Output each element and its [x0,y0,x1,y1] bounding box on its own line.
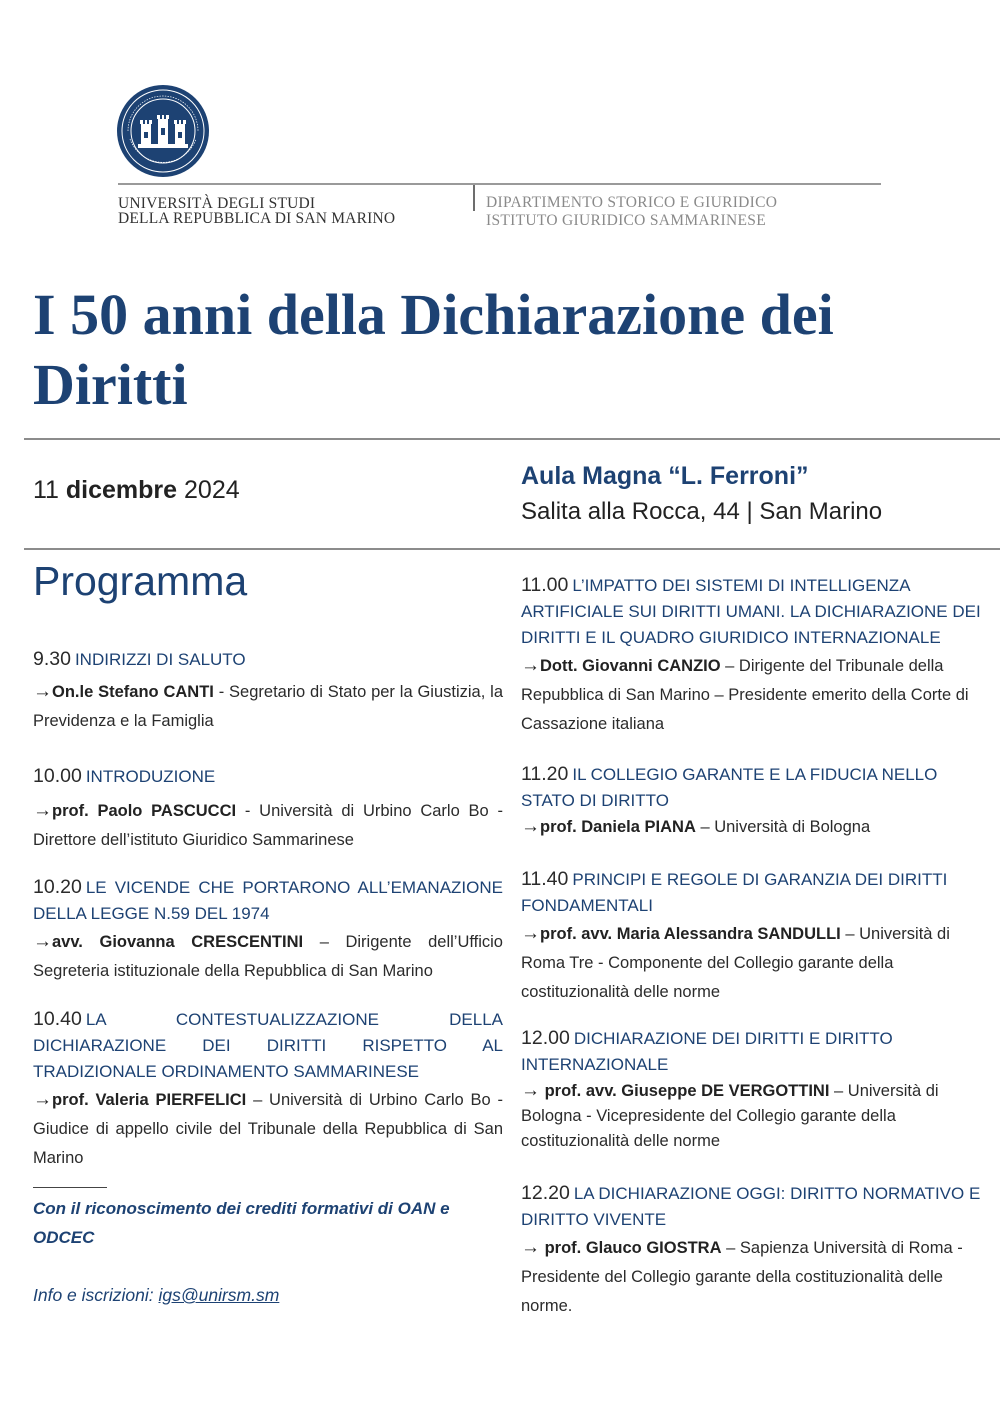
program-item-speaker [521,919,989,1007]
program-item [33,874,503,986]
program-item-time: 9.30 [33,648,71,670]
program-item-heading [521,572,989,651]
program-item-heading [521,761,989,814]
program-item-time: 10.00 [33,765,82,787]
credits-note: Con il riconoscimento dei crediti formativi di OAN e ODCEC [33,1199,450,1247]
program-item-speaker [33,796,503,855]
university-name-line1: UNIVERSITÀ DEGLI STUDI [118,195,316,212]
venue-address: Salita alla Rocca, 44 | San Marino [521,498,883,525]
event-date [33,476,240,505]
speaker-role: - Università di Urbino Carlo Bo - Direttore dell’istituto Giuridico Sammarinese [33,802,504,849]
program-item [521,866,989,1007]
program-item [33,646,503,736]
speaker-name: On.le Stefano CANTI [52,683,214,701]
program-item-time: 11.00 [521,574,569,596]
program-item-title: L’IMPATTO DEI SISTEMI DI INTELLIGENZA ARTIFICIALE SUI DIRITTI UMANI. LA DICHIARAZIONE DEI DIRITTI E IL QUADRO GIURIDICO INTERNAZIONALE [521,576,981,647]
speaker-name: prof. Valeria PIERFELICI [52,1091,247,1109]
speaker-name: Dott. Giovanni CANZIO [540,657,721,675]
program-item [521,761,989,840]
program-item-heading [33,874,503,927]
date-month: dicembre [65,476,178,504]
speaker-role: – Sapienza Università di Roma - Presidente del Collegio garante della costituzionalità delle norme. [521,1239,963,1315]
speaker-role: – Dirigente dell’Ufficio Segreteria istituzionale della Repubblica di San Marino [33,933,503,980]
arrow-right-icon: → [521,655,540,676]
program-item [33,763,503,855]
date-year: 2024 [184,476,240,504]
arrow-right-icon: → [33,681,52,702]
header-divider [118,183,881,185]
program-item [33,1006,503,1173]
event-title: I 50 anni della Dichiarazione dei Diritti [33,282,834,417]
speaker-role: – Università di Roma Tre - Componente del Collegio garante della costituzionalità delle norme [521,925,950,1001]
department-name-line1: DIPARTIMENTO STORICO E GIURIDICO [486,194,778,211]
program-item-speaker [521,651,989,739]
arrow-right-icon: → [521,816,540,837]
department-name [486,194,777,230]
program-item-speaker [521,814,989,840]
venue-name: Aula Magna “L. Ferroni” [521,462,809,490]
speaker-role: - Segretario di Stato per la Giustizia, la Previdenza e la Famiglia [33,683,504,730]
university-seal-icon [116,84,210,178]
program-item-speaker [33,677,503,736]
program-item-title: DICHIARAZIONE DEI DIRITTI E DIRITTO INTERNAZIONALE [521,1029,893,1074]
speaker-role: – Università di Bologna - Vicepresidente del Collegio garante della costituzionalità delle norme [521,1082,939,1150]
speaker-role: – Università di Urbino Carlo Bo - Giudice di appello civile del Tribunale della Repubblica di San Marino [33,1091,503,1167]
arrow-right-icon: → [521,1237,540,1258]
program-item-speaker [33,1085,503,1173]
info-label: Info e iscrizioni: [33,1285,154,1305]
program-item-title: LA CONTESTUALIZZAZIONE DELLA DICHIARAZIONE DEI DIRITTI RISPETTO AL TRADIZIONALE ORDINAMENTO SAMMARINESE [33,1010,503,1081]
arrow-right-icon: → [521,1080,540,1101]
speaker-name: prof. Paolo PASCUCCI [52,802,237,820]
speaker-name: prof. Glauco GIOSTRA [544,1239,722,1257]
header-vertical-separator [473,185,475,211]
program-item-time: 10.40 [33,1008,82,1030]
program-item-title: PRINCIPI E REGOLE DI GARANZIA DEI DIRITTI FONDAMENTALI [521,870,948,915]
speaker-name: prof. avv. Giuseppe DE VERGOTTINI [544,1082,830,1100]
program-item-heading [521,1025,989,1078]
program-item-heading [521,1180,989,1233]
program-item-time: 12.00 [521,1027,570,1049]
info-divider [24,548,1000,550]
speaker-name: prof. avv. Maria Alessandra SANDULLI [540,925,841,943]
footnote-divider [33,1187,107,1188]
program-item-title: LA DICHIARAZIONE OGGI: DIRITTO NORMATIVO E DIRITTO VIVENTE [521,1184,981,1229]
program-item-heading [521,866,989,919]
program-item-title: LE VICENDE CHE PORTARONO ALL’EMANAZIONE DELLA LEGGE N.59 DEL 1974 [33,878,503,923]
arrow-right-icon: → [33,800,52,821]
program-item [521,572,989,739]
university-name-line2: DELLA REPUBBLICA DI SAN MARINO [118,210,396,227]
speaker-name: prof. Daniela PIANA [540,818,696,836]
program-item-heading [33,646,503,673]
program-item [521,1180,989,1321]
program-item-time: 11.40 [521,868,569,890]
info-line [33,1285,279,1306]
arrow-right-icon: → [33,931,52,952]
program-item-speaker [521,1233,989,1321]
program-item-heading [33,763,503,790]
program-item-time: 11.20 [521,763,569,785]
speaker-role: – Dirigente del Tribunale della Repubblica di San Marino – Presidente emerito della Corte di Cassazione italiana [521,657,969,733]
program-item [521,1025,989,1154]
program-heading: Programma [33,558,248,604]
program-item-title: INDIRIZZI DI SALUTO [74,650,246,669]
program-item-title: INTRODUZIONE [85,767,216,786]
email-link[interactable]: igs@unirsm.sm [158,1285,280,1305]
arrow-right-icon: → [33,1089,52,1110]
program-item-time: 12.20 [521,1182,570,1204]
department-name-line2: ISTITUTO GIURIDICO SAMMARINESE [486,212,766,229]
program-item-heading [33,1006,503,1085]
date-day: 11 [33,476,59,504]
arrow-right-icon: → [521,923,540,944]
speaker-role: – Università di Bologna [700,818,871,836]
university-name [118,196,395,226]
title-divider [24,438,1000,440]
program-item-title: IL COLLEGIO GARANTE E LA FIDUCIA NELLO STATO DI DIRITTO [521,765,938,810]
speaker-name: avv. Giovanna CRESCENTINI [52,933,304,951]
program-item-speaker [521,1078,989,1154]
program-item-speaker [33,927,503,986]
program-item-time: 10.20 [33,876,82,898]
